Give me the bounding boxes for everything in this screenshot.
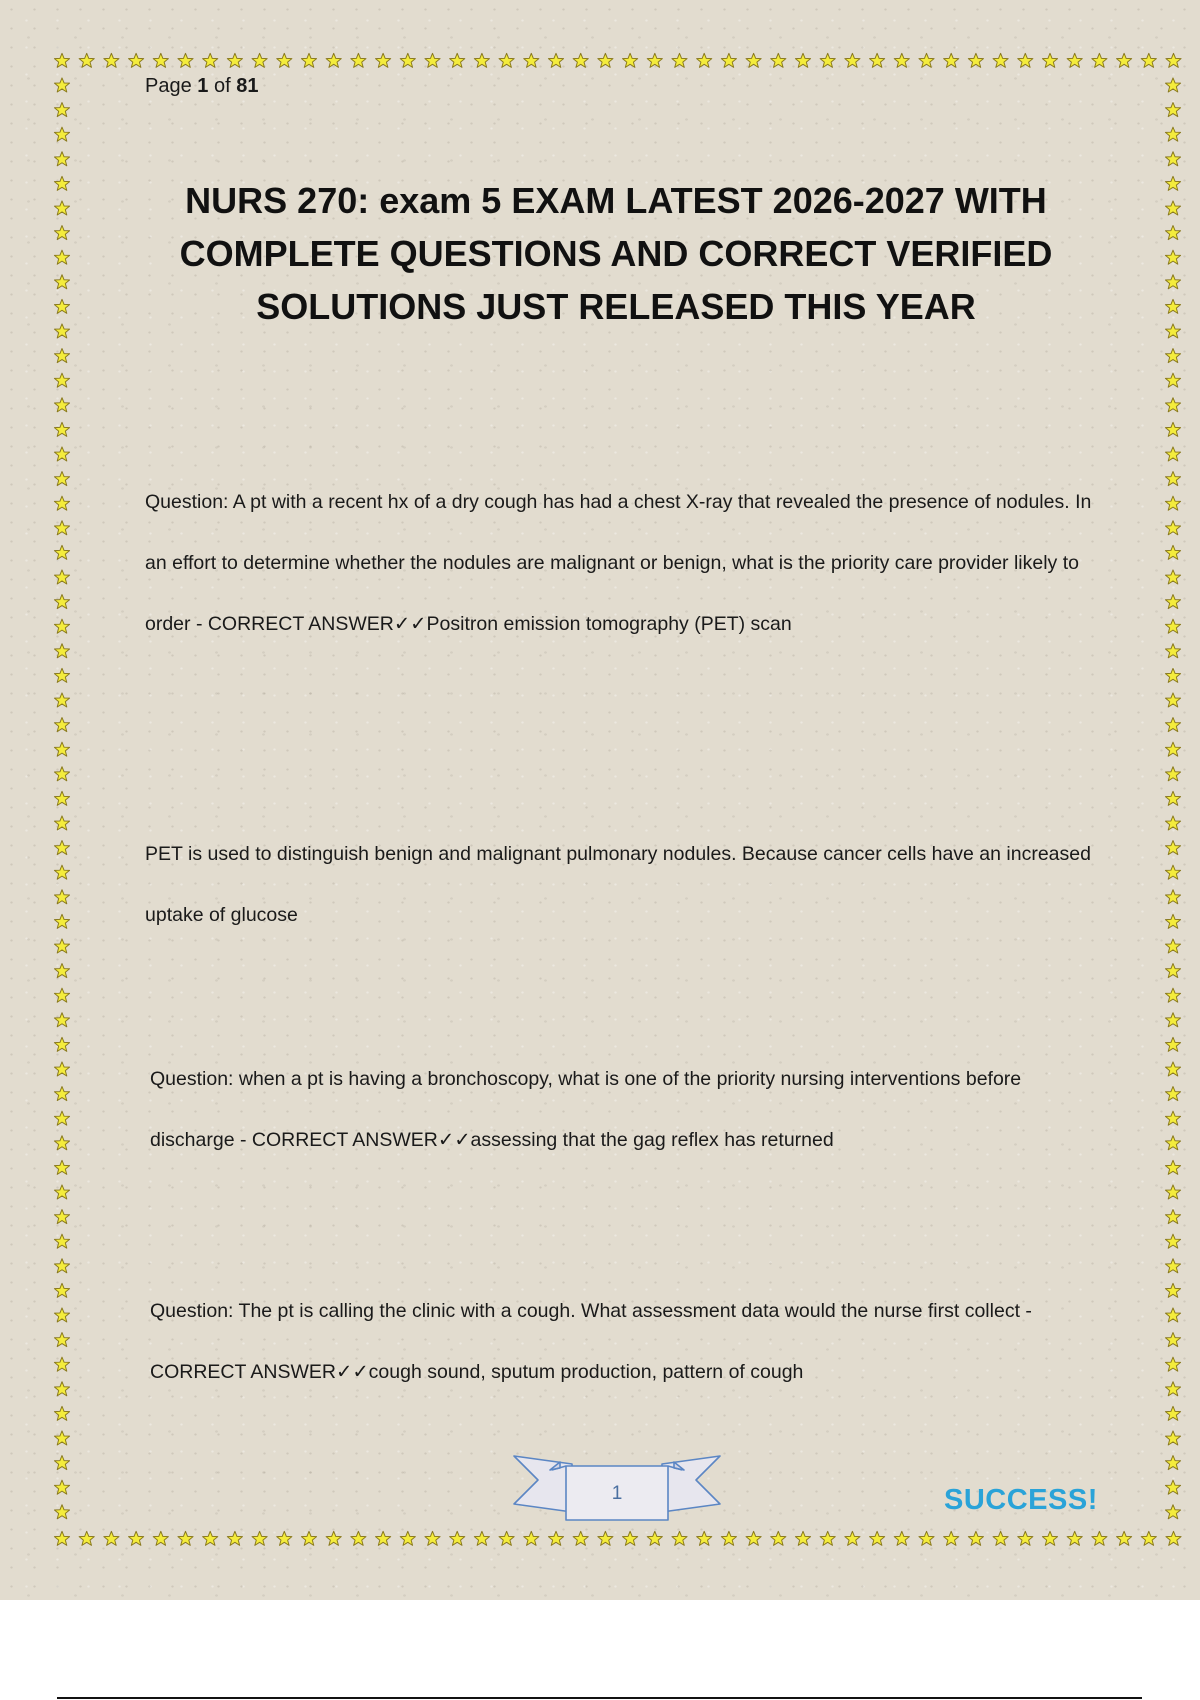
border-star-icon bbox=[54, 816, 69, 830]
border-star-icon bbox=[203, 1531, 218, 1545]
border-star-icon bbox=[301, 1531, 316, 1545]
border-star-icon bbox=[1165, 668, 1180, 682]
border-star-icon bbox=[54, 619, 69, 633]
border-star-icon bbox=[54, 1431, 69, 1445]
border-star-icon bbox=[54, 472, 69, 486]
border-star-icon bbox=[54, 595, 69, 609]
border-star-icon bbox=[1165, 1037, 1180, 1051]
border-star-icon bbox=[1165, 1333, 1180, 1347]
border-star-icon bbox=[54, 964, 69, 978]
border-star-icon bbox=[178, 53, 193, 67]
document-title bbox=[130, 174, 1102, 333]
document-title-line-1: NURS 270: exam 5 EXAM LATEST 2026-2027 WITH bbox=[185, 180, 1047, 221]
border-star-icon bbox=[1165, 250, 1180, 264]
border-star-icon bbox=[1165, 521, 1180, 535]
border-star-icon bbox=[450, 53, 465, 67]
border-star-icon bbox=[277, 1531, 292, 1545]
border-star-icon bbox=[1165, 865, 1180, 879]
document-title-line-3: SOLUTIONS JUST RELEASED THIS YEAR bbox=[256, 286, 976, 327]
border-star-icon bbox=[54, 1531, 69, 1545]
page-counter-total: 81 bbox=[236, 75, 259, 97]
border-star-icon bbox=[845, 53, 860, 67]
border-star-icon bbox=[54, 1505, 69, 1519]
border-star-icon bbox=[79, 53, 94, 67]
border-star-icon bbox=[1092, 53, 1107, 67]
border-star-icon bbox=[54, 1210, 69, 1224]
question-2: Question: when a pt is having a bronchoscopy, what is one of the priority nursing interventions before discharge - CORRECT ANSWER✓✓assessing that the gag reflex has returned bbox=[150, 1068, 1022, 1151]
border-star-icon bbox=[1165, 1087, 1180, 1101]
page-counter-of: of bbox=[213, 75, 231, 97]
border-star-icon bbox=[104, 53, 119, 67]
border-star-icon bbox=[499, 53, 514, 67]
page-number: 1 bbox=[611, 1483, 623, 1504]
document-title-line-2: COMPLETE QUESTIONS AND CORRECT VERIFIED bbox=[179, 233, 1053, 274]
border-star-icon bbox=[1165, 718, 1180, 732]
border-star-icon bbox=[1165, 644, 1180, 658]
border-star-icon bbox=[54, 1480, 69, 1494]
border-star-icon bbox=[795, 1531, 810, 1545]
border-star-icon bbox=[54, 1406, 69, 1420]
border-star-icon bbox=[1165, 816, 1180, 830]
border-star-icon bbox=[1165, 324, 1180, 338]
border-star-icon bbox=[944, 53, 959, 67]
border-star-icon bbox=[326, 53, 341, 67]
border-star-icon bbox=[1165, 1283, 1180, 1297]
border-star-icon bbox=[54, 841, 69, 855]
border-star-icon bbox=[153, 53, 168, 67]
border-star-icon bbox=[548, 53, 563, 67]
border-star-icon bbox=[54, 447, 69, 461]
border-star-icon bbox=[548, 1531, 563, 1545]
border-star-icon bbox=[227, 53, 242, 67]
border-star-icon bbox=[993, 1531, 1008, 1545]
border-star-icon bbox=[376, 53, 391, 67]
border-star-icon bbox=[54, 1333, 69, 1347]
border-star-icon bbox=[54, 201, 69, 215]
border-star-icon bbox=[54, 398, 69, 412]
border-star-icon bbox=[746, 1531, 761, 1545]
border-star-icon bbox=[54, 791, 69, 805]
border-star-icon bbox=[54, 767, 69, 781]
question-3: Question: The pt is calling the clinic with a cough. What assessment data would the nurse first collect - CORRECT ANSWER✓✓cough sound, sputum production, pattern of cough bbox=[150, 1300, 1032, 1383]
border-star-icon bbox=[1165, 78, 1180, 92]
border-star-icon bbox=[54, 1234, 69, 1248]
border-star-icon bbox=[944, 1531, 959, 1545]
border-star-icon bbox=[54, 939, 69, 953]
border-star-icon bbox=[820, 53, 835, 67]
border-star-icon bbox=[1165, 619, 1180, 633]
border-star-icon bbox=[54, 865, 69, 879]
border-star-icon bbox=[54, 422, 69, 436]
border-star-icon bbox=[1165, 226, 1180, 240]
border-star-icon bbox=[1165, 545, 1180, 559]
border-star-icon bbox=[919, 1531, 934, 1545]
border-star-icon bbox=[54, 275, 69, 289]
border-star-icon bbox=[1165, 791, 1180, 805]
border-star-icon bbox=[524, 53, 539, 67]
border-star-icon bbox=[301, 53, 316, 67]
border-star-icon bbox=[1165, 152, 1180, 166]
border-star-icon bbox=[1042, 53, 1057, 67]
border-star-icon bbox=[1165, 1456, 1180, 1470]
border-star-icon bbox=[1165, 742, 1180, 756]
border-star-icon bbox=[1018, 1531, 1033, 1545]
border-star-icon bbox=[993, 53, 1008, 67]
border-star-icon bbox=[1165, 1160, 1180, 1174]
border-star-icon bbox=[647, 1531, 662, 1545]
border-star-icon bbox=[845, 1531, 860, 1545]
border-star-icon bbox=[1165, 201, 1180, 215]
border-star-icon bbox=[425, 1531, 440, 1545]
border-star-icon bbox=[277, 53, 292, 67]
border-star-icon bbox=[697, 1531, 712, 1545]
border-star-icon bbox=[1165, 1357, 1180, 1371]
border-star-icon bbox=[919, 53, 934, 67]
border-star-icon bbox=[178, 1531, 193, 1545]
border-star-icon bbox=[1165, 1185, 1180, 1199]
border-star-icon bbox=[54, 496, 69, 510]
border-star-icon bbox=[499, 1531, 514, 1545]
border-star-icon bbox=[54, 742, 69, 756]
bottom-divider bbox=[57, 1697, 1142, 1699]
border-star-icon bbox=[54, 718, 69, 732]
border-star-icon bbox=[54, 103, 69, 117]
border-star-icon bbox=[1166, 53, 1181, 67]
border-star-icon bbox=[1165, 349, 1180, 363]
border-star-icon bbox=[771, 1531, 786, 1545]
border-star-icon bbox=[54, 644, 69, 658]
question-1: Question: A pt with a recent hx of a dry cough has had a chest X-ray that revealed the presence of nodules. In an effort to determine whether the nodules are malignant or benign, what is the priority care provider likely to order - CORRECT ANSWER✓✓Positron emission tomography (PET) scan bbox=[145, 491, 1092, 635]
border-star-icon bbox=[351, 53, 366, 67]
border-star-icon bbox=[54, 1357, 69, 1371]
border-star-icon bbox=[1165, 914, 1180, 928]
border-star-icon bbox=[623, 1531, 638, 1545]
border-star-icon bbox=[1165, 964, 1180, 978]
border-star-icon bbox=[1141, 53, 1156, 67]
border-star-icon bbox=[820, 1531, 835, 1545]
border-star-icon bbox=[54, 1185, 69, 1199]
border-star-icon bbox=[1165, 939, 1180, 953]
border-star-icon bbox=[54, 988, 69, 1002]
border-star-icon bbox=[894, 53, 909, 67]
question-1-rationale: PET is used to distinguish benign and malignant pulmonary nodules. Because cancer cells have an increased uptake of glucose bbox=[145, 843, 1091, 926]
border-star-icon bbox=[1165, 1210, 1180, 1224]
border-star-icon bbox=[54, 1087, 69, 1101]
border-star-icon bbox=[203, 53, 218, 67]
border-star-icon bbox=[1165, 127, 1180, 141]
border-star-icon bbox=[54, 349, 69, 363]
border-star-icon bbox=[54, 570, 69, 584]
border-star-icon bbox=[54, 226, 69, 240]
border-star-icon bbox=[1141, 1531, 1156, 1545]
border-star-icon bbox=[129, 1531, 144, 1545]
border-star-icon bbox=[1165, 693, 1180, 707]
border-star-icon bbox=[598, 53, 613, 67]
border-star-icon bbox=[623, 53, 638, 67]
border-star-icon bbox=[968, 53, 983, 67]
border-star-icon bbox=[79, 1531, 94, 1545]
border-star-icon bbox=[54, 1136, 69, 1150]
border-star-icon bbox=[1165, 275, 1180, 289]
border-star-icon bbox=[351, 1531, 366, 1545]
border-star-icon bbox=[1067, 1531, 1082, 1545]
border-star-icon bbox=[1165, 496, 1180, 510]
border-star-icon bbox=[54, 299, 69, 313]
border-star-icon bbox=[697, 53, 712, 67]
border-star-icon bbox=[54, 324, 69, 338]
border-star-icon bbox=[573, 1531, 588, 1545]
border-star-icon bbox=[1165, 890, 1180, 904]
border-star-icon bbox=[1165, 1013, 1180, 1027]
border-star-icon bbox=[1165, 1406, 1180, 1420]
border-star-icon bbox=[1165, 1111, 1180, 1125]
border-star-icon bbox=[1092, 1531, 1107, 1545]
border-star-icon bbox=[1165, 841, 1180, 855]
border-star-icon bbox=[54, 250, 69, 264]
border-star-icon bbox=[721, 53, 736, 67]
border-star-icon bbox=[54, 176, 69, 190]
border-star-icon bbox=[870, 1531, 885, 1545]
border-star-icon bbox=[672, 53, 687, 67]
border-star-icon bbox=[771, 53, 786, 67]
border-star-icon bbox=[1165, 1382, 1180, 1396]
border-star-icon bbox=[1117, 1531, 1132, 1545]
border-star-icon bbox=[1165, 1431, 1180, 1445]
border-star-icon bbox=[54, 1259, 69, 1273]
border-star-icon bbox=[524, 1531, 539, 1545]
border-star-icon bbox=[968, 1531, 983, 1545]
border-star-icon bbox=[54, 693, 69, 707]
border-star-icon bbox=[54, 78, 69, 92]
border-star-icon bbox=[1165, 373, 1180, 387]
border-star-icon bbox=[721, 1531, 736, 1545]
border-star-icon bbox=[54, 1456, 69, 1470]
border-star-icon bbox=[54, 1037, 69, 1051]
border-star-icon bbox=[54, 1283, 69, 1297]
border-star-icon bbox=[1165, 1234, 1180, 1248]
border-star-icon bbox=[400, 53, 415, 67]
border-star-icon bbox=[54, 53, 69, 67]
border-star-icon bbox=[54, 373, 69, 387]
border-star-icon bbox=[54, 1013, 69, 1027]
border-star-icon bbox=[227, 1531, 242, 1545]
border-star-icon bbox=[54, 1160, 69, 1174]
border-star-icon bbox=[104, 1531, 119, 1545]
success-tagline: SUCCESS! bbox=[944, 1484, 1098, 1516]
border-star-icon bbox=[252, 53, 267, 67]
border-star-icon bbox=[1117, 53, 1132, 67]
border-star-icon bbox=[1165, 1505, 1180, 1519]
border-star-icon bbox=[54, 127, 69, 141]
border-star-icon bbox=[474, 1531, 489, 1545]
page-counter-current: 1 bbox=[197, 75, 209, 97]
border-star-icon bbox=[1165, 472, 1180, 486]
border-star-icon bbox=[54, 545, 69, 559]
border-star-icon bbox=[54, 1062, 69, 1076]
border-star-icon bbox=[598, 1531, 613, 1545]
border-star-icon bbox=[1067, 53, 1082, 67]
border-star-icon bbox=[1166, 1531, 1181, 1545]
border-star-icon bbox=[400, 1531, 415, 1545]
border-star-icon bbox=[54, 1382, 69, 1396]
border-star-icon bbox=[795, 53, 810, 67]
border-star-icon bbox=[870, 53, 885, 67]
border-star-icon bbox=[1165, 595, 1180, 609]
border-star-icon bbox=[1165, 447, 1180, 461]
border-star-icon bbox=[54, 1111, 69, 1125]
border-star-icon bbox=[54, 1308, 69, 1322]
border-star-icon bbox=[746, 53, 761, 67]
border-star-icon bbox=[474, 53, 489, 67]
border-star-icon bbox=[672, 1531, 687, 1545]
border-star-icon bbox=[1165, 1480, 1180, 1494]
border-star-icon bbox=[153, 1531, 168, 1545]
border-star-icon bbox=[1165, 176, 1180, 190]
border-star-icon bbox=[54, 890, 69, 904]
border-star-icon bbox=[376, 1531, 391, 1545]
border-star-icon bbox=[1165, 988, 1180, 1002]
border-star-icon bbox=[1018, 53, 1033, 67]
border-star-icon bbox=[1165, 398, 1180, 412]
border-star-icon bbox=[894, 1531, 909, 1545]
border-star-icon bbox=[129, 53, 144, 67]
border-star-icon bbox=[54, 521, 69, 535]
border-star-icon bbox=[252, 1531, 267, 1545]
border-star-icon bbox=[425, 53, 440, 67]
border-star-icon bbox=[1165, 422, 1180, 436]
border-star-icon bbox=[1165, 570, 1180, 584]
page-counter bbox=[145, 75, 258, 98]
border-star-icon bbox=[1165, 1259, 1180, 1273]
border-star-icon bbox=[1165, 1308, 1180, 1322]
border-star-icon bbox=[54, 668, 69, 682]
border-star-icon bbox=[1165, 103, 1180, 117]
border-star-icon bbox=[647, 53, 662, 67]
border-star-icon bbox=[326, 1531, 341, 1545]
border-star-icon bbox=[54, 152, 69, 166]
border-star-icon bbox=[573, 53, 588, 67]
border-star-icon bbox=[1165, 299, 1180, 313]
border-star-icon bbox=[1165, 1062, 1180, 1076]
border-star-icon bbox=[1165, 767, 1180, 781]
border-star-icon bbox=[1042, 1531, 1057, 1545]
border-star-icon bbox=[54, 914, 69, 928]
border-star-icon bbox=[1165, 1136, 1180, 1150]
page-counter-label: Page bbox=[145, 75, 192, 97]
border-star-icon bbox=[450, 1531, 465, 1545]
